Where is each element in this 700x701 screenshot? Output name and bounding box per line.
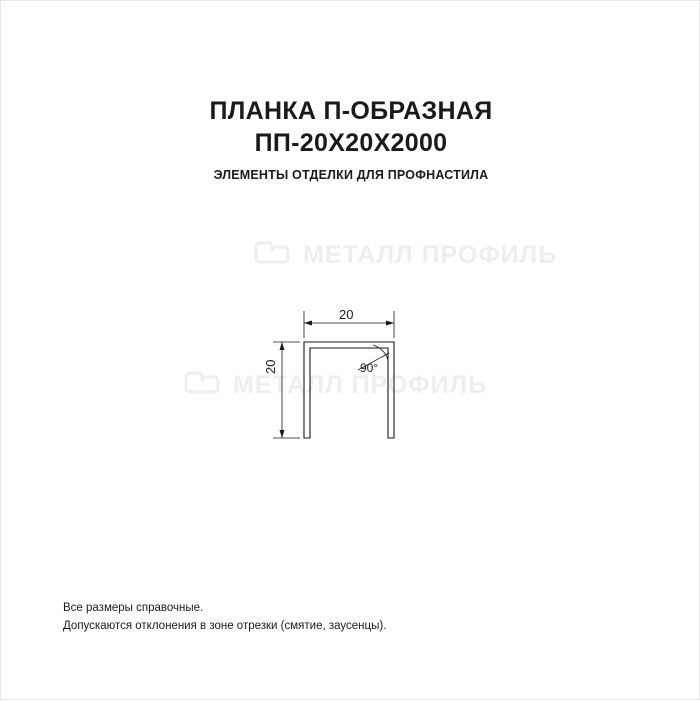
metall-profil-logo-icon xyxy=(253,239,295,272)
watermark-text-top: МЕТАЛЛ ПРОФИЛЬ xyxy=(303,241,558,269)
dimension-left-label: 20 xyxy=(263,359,278,374)
page-title-line1: ПЛАНКА П-ОБРАЗНАЯ xyxy=(209,97,493,125)
metall-profil-logo-icon xyxy=(183,369,225,402)
page-title-line2: ПП-20Х20Х2000 xyxy=(254,129,448,157)
footer-note-2: Допускаются отклонения в зоне отрезки (смятие, заусенцы). xyxy=(63,620,387,632)
watermark-logo-top xyxy=(253,239,557,272)
page-subtitle: ЭЛЕМЕНТЫ ОТДЕЛКИ ДЛЯ ПРОФНАСТИЛА xyxy=(213,168,489,182)
footer-notes xyxy=(63,599,386,635)
dimension-top-label: 20 xyxy=(339,307,354,322)
footer-note-1: Все размеры справочные. xyxy=(63,602,204,614)
angle-label: 90° xyxy=(360,361,379,375)
watermark-logo-bottom xyxy=(183,369,487,402)
watermark-text-bottom: МЕТАЛЛ ПРОФИЛЬ xyxy=(233,371,488,399)
page-header xyxy=(1,96,700,182)
